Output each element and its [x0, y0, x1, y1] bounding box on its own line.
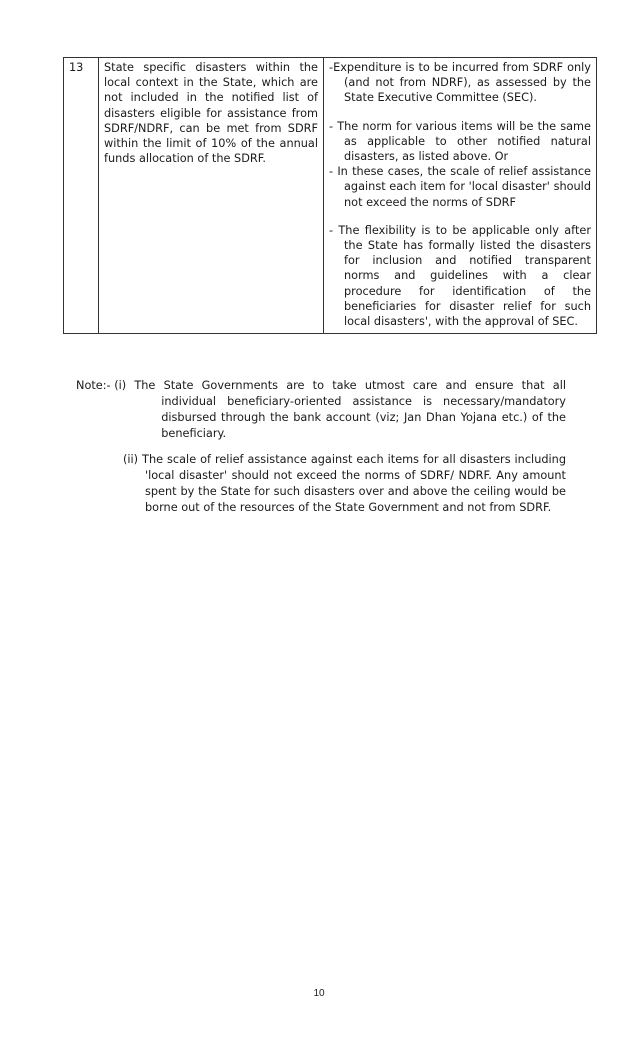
table-row	[64, 58, 597, 334]
page-number: 10	[313, 988, 325, 999]
note-item-i-row	[76, 378, 566, 442]
note-section	[76, 378, 566, 516]
note-label: Note:-	[76, 379, 115, 392]
disaster-norms-table	[63, 57, 597, 334]
norms-cell	[324, 58, 597, 334]
description-cell	[99, 58, 324, 334]
note-item-ii: (ii) The scale of relief assistance against each items for all disasters including 'local disaster' should not exceed the norms of SDRF/ NDRF. Any amount spent by the State for such disasters over and above the ceiling would be borne out of the resources of the State Government and not from SDRF.	[123, 453, 566, 514]
note-item-i: (i) The State Governments are to take utmost care and ensure that all individual beneficiary-oriented assistance is necessary/mandatory disbursed through the bank account (viz; Jan Dhan Yojana etc.) of the beneficiary.	[114, 379, 566, 440]
norm-item: - In these cases, the scale of relief assistance against each item for 'local disaster' should not exceed the norms of SDRF	[329, 165, 591, 209]
row-description: State specific disasters within the local context in the State, which are not included in the notified list of disasters eligible for assistance from SDRF/NDRF, can be met from SDRF within the limit of 10% of the annual funds allocation of the SDRF.	[104, 61, 318, 166]
norm-item: -Expenditure is to be incurred from SDRF only (and not from NDRF), as assessed by the State Executive Committee (SEC).	[329, 61, 591, 105]
norm-item: - The norm for various items will be the same as applicable to other notified natural disasters, as listed above. Or	[329, 119, 591, 164]
norm-item: - The flexibility is to be applicable only after the State has formally listed the disasters for inclusion and notified transparent norms and guidelines with a clear procedure for identification of the beneficiaries for disaster relief for such local disasters', with the approval of SEC.	[329, 223, 591, 329]
row-number-cell	[64, 58, 99, 334]
row-number: 13	[69, 61, 84, 74]
